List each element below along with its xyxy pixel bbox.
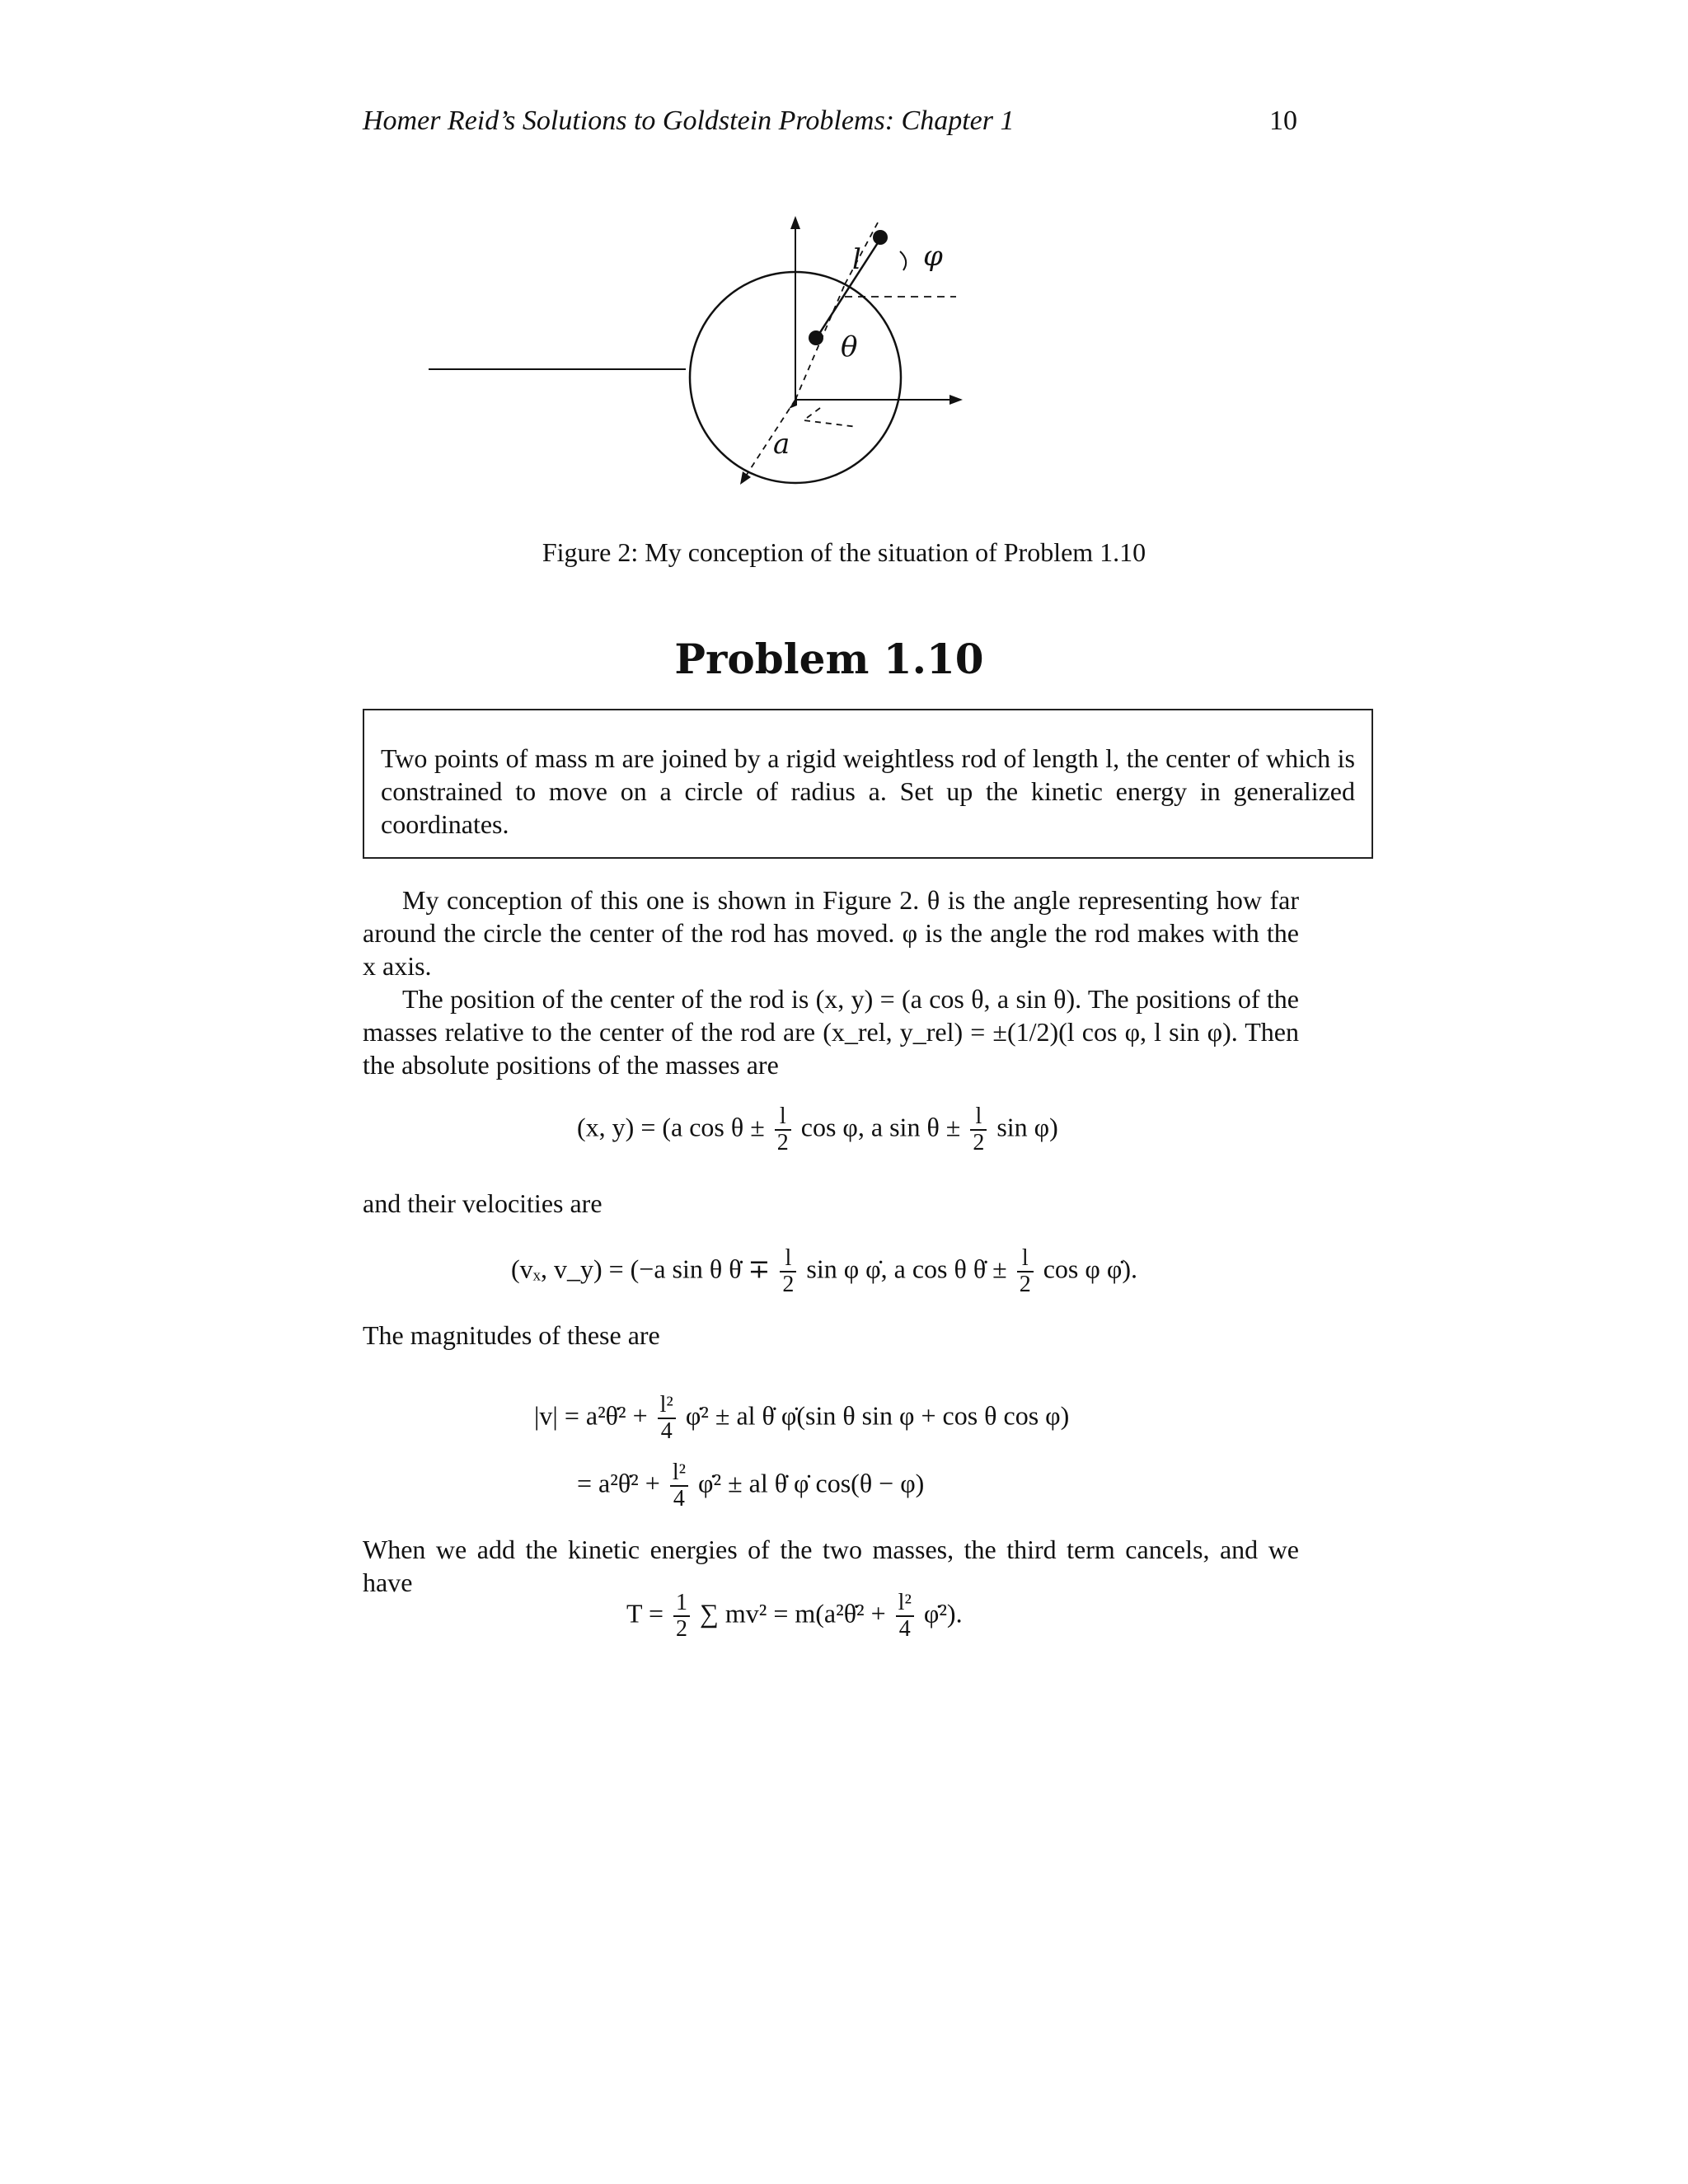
phi-arc [900, 251, 906, 270]
eq1-frac-1: $\frac{l}{2}$ [775, 1104, 791, 1155]
paragraph-1: My conception of this one is shown in Figure 2. θ is the angle representing how far around the circle the center of the rod has moved. φ is the angle the rod makes with the x axis. [363, 885, 1299, 981]
figure-caption: Figure 2: My conception of the situation of Problem 1.10 [542, 537, 1146, 567]
eq1-frac-2: $\frac{l}{2}$ [970, 1104, 987, 1155]
equation-positions [577, 1104, 1058, 1155]
eq5-frac-2: $\frac{\text{l²}}{4}$ [896, 1591, 914, 1642]
mass-lower [809, 330, 823, 345]
eq4-lhs: = a²θ̇² + [577, 1468, 660, 1498]
y-axis-arrow [790, 216, 800, 229]
page-number: 10 [1269, 105, 1297, 136]
rod [818, 239, 880, 336]
eq1-lhs: (x, y) = (a cos θ ± [577, 1112, 765, 1142]
x-axis-arrow [950, 395, 963, 405]
body-text-velocities [363, 1187, 1299, 1220]
eq2-end: cos φ φ̇). [1043, 1254, 1137, 1284]
eq1-end: sin φ) [996, 1112, 1058, 1142]
eq5-end: φ̇²). [923, 1598, 963, 1629]
eq2-lhs: (vₓ, v_y) = (−a sin θ θ̇ ∓ [511, 1254, 771, 1284]
body-text-magnitudes [363, 1319, 1299, 1352]
mass-upper [873, 230, 888, 245]
body-text-conclusion [363, 1533, 1299, 1599]
problem-title: Problem 1.10 [674, 635, 984, 683]
equation-magnitude-1 [534, 1393, 1069, 1444]
eq3-frac: $\frac{\text{l²}}{4}$ [658, 1393, 676, 1444]
theta-arc [804, 408, 857, 427]
eq5-lhs: T = [626, 1598, 664, 1629]
problem-statement: Two points of mass m are joined by a rigid weightless rod of length l, the center of which is constrained to move on a circle of radius a. Set up the kinetic energy in generalized coordinates. [381, 743, 1355, 839]
eq2-mid: sin φ φ̇, a cos θ θ̇ ± [806, 1254, 1007, 1284]
label-l: l [852, 243, 861, 276]
eq1-mid: cos φ, a sin θ ± [800, 1112, 961, 1142]
label-a: a [773, 428, 790, 461]
paragraph-2: The position of the center of the rod is (x, y) = (a cos θ, a sin θ). The positions of the masses relative to the center of the rod are (x_rel, y_rel) = ±(1/2)(l cos φ, l sin φ). Then the absolute positions of the masses are [363, 984, 1299, 1080]
equation-velocities [511, 1246, 1137, 1297]
paragraph-5: When we add the kinetic energies of the two masses, the third term cancels, and we have [363, 1535, 1299, 1597]
eq2-frac-2: $\frac{l}{2}$ [1017, 1246, 1034, 1297]
eq2-frac-1: $\frac{l}{2}$ [780, 1246, 796, 1297]
eq4-frac: $\frac{\text{l²}}{4}$ [670, 1460, 688, 1511]
body-text-top [363, 883, 1299, 1081]
eq5-mid: ∑ mv² = m(a²θ̇² + [700, 1598, 886, 1629]
equation-magnitude-2 [577, 1460, 924, 1511]
eq5-frac-1: $\frac{1}{2}$ [673, 1591, 690, 1642]
paragraph-4: The magnitudes of these are [363, 1320, 660, 1350]
running-header-title: Homer Reid’s Solutions to Goldstein Problems: Chapter 1 [363, 105, 1015, 136]
problem-statement-box [363, 709, 1373, 859]
label-theta: θ [841, 330, 858, 363]
paragraph-3: and their velocities are [363, 1188, 603, 1218]
eq3-end: φ̇² ± al θ̇ φ̇(sin θ sin φ + cos θ cos φ) [685, 1400, 1070, 1431]
rod-extension-dashed [845, 223, 878, 284]
eq4-end: φ̇² ± al θ̇ φ̇ cos(θ − φ) [698, 1468, 925, 1498]
eq3-lhs: |v| = a²θ̇² + [534, 1400, 648, 1431]
label-phi: φ [923, 240, 943, 273]
equation-kinetic-energy [626, 1591, 963, 1642]
problem-figure [429, 206, 1006, 536]
